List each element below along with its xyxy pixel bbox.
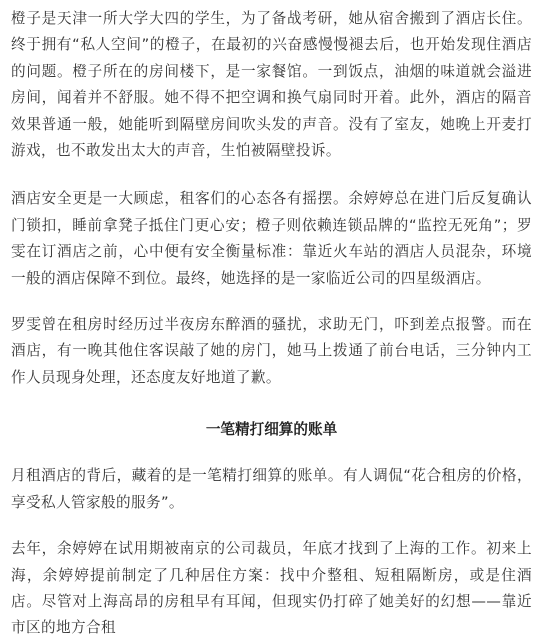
paragraph-yu-tingting-shanghai: 去年，余婷婷在试用期被南京的公司裁员，年底才找到了上海的工作。初来上海，余婷婷提前制定了几种居住方案：找中介整租、短租隔断房，或是住酒店。尽管对上海高昂的房租早有耳闻，但现实仍打碎了她美好的幻想——靠近市区的地方合租 [11, 540, 532, 637]
paragraph-orange-hotel-issues: 橙子是天津一所大学大四的学生，为了备战考研，她从宿舍搬到了酒店长住。终于拥有“私人空间”的橙子，在最初的兴奋感慢慢褪去后，也开始发现住酒店的问题。橙子所在的房间楼下，是一家餐馆。一到饭点，油烟的味道就会溢进房间，闻着并不舒服。她不得不把空调和换气扇同时开着。此外，酒店的隔音效果普通一般，她能听到隔壁房间吹头发的声音。没有了室友，她晚上开麦打游戏，也不敢发出太大的声音，生怕被隔壁投诉。 [11, 10, 532, 160]
paragraph-hotel-safety: 酒店安全更是一大顾虑，租客们的心态各有摇摆。余婷婷总在进门后反复确认门锁扣，睡前拿凳子抵住门更心安；橙子则依赖连锁品牌的“监控无死角”；罗雯在订酒店之前，心中便有安全衡量标准：靠近火车站的酒店人员混杂，环境一般的酒店保障不到位。最终，她选择的是一家临近公司的四星级酒店。 [11, 190, 532, 287]
paragraph-luowen-experience: 罗雯曾在租房时经历过半夜房东醉酒的骚扰，求助无门，吓到差点报警。而在酒店，有一晚其他住客误敲了她的房门，她马上拨通了前台电话，三分钟内工作人员现身处理，还态度友好地道了歉。 [11, 316, 532, 386]
section-heading: 一笔精打细算的账单 [205, 421, 338, 439]
paragraph-monthly-hotel-bill: 月租酒店的背后，藏着的是一笔精打细算的账单。有人调侃“花合租房的价格，享受私人管家般的服务”。 [11, 467, 532, 511]
